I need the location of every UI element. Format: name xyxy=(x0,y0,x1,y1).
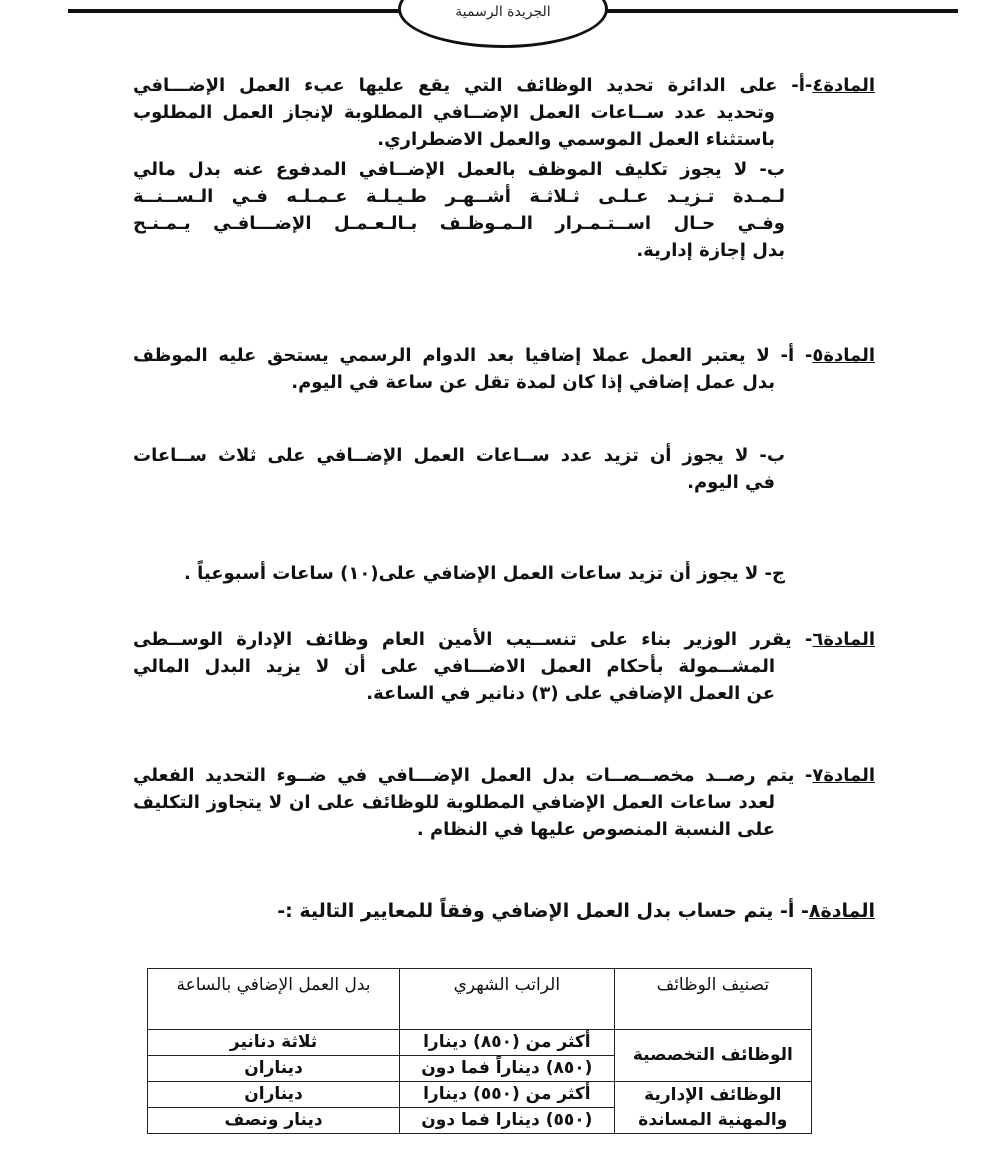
allowance-cell: ديناران xyxy=(148,1056,400,1082)
salary-cell: أكثر من (٨٥٠) دينارا xyxy=(400,1030,615,1056)
category-specialized: الوظائف التخصصية xyxy=(614,1030,811,1082)
salary-cell: (٨٥٠) ديناراً فما دون xyxy=(400,1056,615,1082)
article-4-label: المادة٤ xyxy=(812,75,875,96)
article-4-line-2: وتحديد عدد ســاعات العمل الإضــافي المطلوبة لإنجاز العمل المطلوب xyxy=(133,102,775,123)
salary-cell: أكثر من (٥٥٠) دينارا xyxy=(400,1082,615,1108)
article-4-line-3: باستثناء العمل الموسمي والعمل الاضطراري. xyxy=(377,129,775,150)
article-4-line-6: وفـي حـال اســتـمـرار الـمـوظـف بـالـعـمـل الإضـــافـي يـمـنـح xyxy=(133,213,785,234)
article-5-b-line-1: ب- لا يجوز أن تزيد عدد ســاعات العمل الإضــافي على ثلاث ســاعات xyxy=(133,445,785,466)
article-5-c xyxy=(133,560,875,587)
header-rule-right xyxy=(602,9,958,13)
allowance-table xyxy=(147,968,812,1134)
article-5 xyxy=(133,342,875,396)
table-row xyxy=(148,1082,812,1108)
category-administrative: الوظائف الإدارية والمهنية المساندة xyxy=(614,1082,811,1134)
article-8-line: المادة٨- أ- يتم حساب بدل العمل الإضافي وفقاً للمعايير التالية :- xyxy=(277,900,875,922)
gazette-title: الجريدة الرسمية xyxy=(455,4,551,20)
article-5-line-2: بدل عمل إضافي إذا كان لمدة تقل عن ساعة في اليوم. xyxy=(291,372,775,393)
article-6-line-3: عن العمل الإضافي على (٣) دنانير في الساعة. xyxy=(366,683,775,704)
article-5-line-1: المادة٥- أ- لا يعتبر العمل عملا إضافيا بعد الدوام الرسمي يستحق عليه الموظف xyxy=(133,345,875,366)
article-6-line-2: المشــمولة بأحكام العمل الاضـــافي على أن لا يزيد البدل المالي xyxy=(133,656,775,677)
table-header-row xyxy=(148,969,812,1030)
article-7-label: المادة٧ xyxy=(812,765,875,786)
article-5-label: المادة٥ xyxy=(812,345,875,366)
allowance-cell: دينار ونصف xyxy=(148,1108,400,1134)
table-row xyxy=(148,1030,812,1056)
header-allowance: بدل العمل الإضافي بالساعة xyxy=(148,969,400,1030)
article-7-line-1: المادة٧- يتم رصــد مخصــصــات بدل العمل الإضـــافي في ضــوء التحديد الفعلي xyxy=(133,765,875,786)
article-5-b xyxy=(133,442,875,496)
allowance-cell: ثلاثة دنانير xyxy=(148,1030,400,1056)
header-rule-left xyxy=(68,9,408,13)
salary-cell: (٥٥٠) دينارا فما دون xyxy=(400,1108,615,1134)
article-8 xyxy=(133,898,875,925)
article-4-line-4: ب- لا يجوز تكليف الموظف بالعمل الإضــافي المدفوع عنه بدل مالي xyxy=(133,159,785,180)
header-classification: تصنيف الوظائف xyxy=(614,969,811,1030)
article-8-label: المادة٨ xyxy=(808,900,875,922)
article-7 xyxy=(133,762,875,843)
article-7-line-3: على النسبة المنصوص عليها في النظام . xyxy=(416,819,775,840)
article-5-c-line: ج- لا يجوز أن تزيد ساعات العمل الإضافي على(١٠) ساعات أسبوعياً . xyxy=(184,563,785,584)
article-6 xyxy=(133,626,875,707)
article-4 xyxy=(133,72,875,264)
article-7-line-2: لعدد ساعات العمل الإضافي المطلوبة للوظائف على ان لا يتجاوز التكليف xyxy=(133,792,775,813)
article-4-line-5: لـمـدة تـزيـد عـلـى ثـلاثـة أشــهـر طـيـلـة عـمـلـه فـي الـســنــة xyxy=(133,186,785,207)
article-4-line-7: بدل إجازة إدارية. xyxy=(636,240,785,261)
article-4-line-1: المادة٤-أ- على الدائرة تحديد الوظائف التي يقع عليها عبء العمل الإضـــافي xyxy=(133,75,875,96)
article-6-label: المادة٦ xyxy=(812,629,875,650)
allowance-cell: ديناران xyxy=(148,1082,400,1108)
article-6-line-1: المادة٦- يقرر الوزير بناء على تنســيب الأمين العام وظائف الإدارة الوســطى xyxy=(133,629,875,650)
header-salary: الراتب الشهري xyxy=(400,969,615,1030)
article-5-b-line-2: في اليوم. xyxy=(687,472,775,493)
